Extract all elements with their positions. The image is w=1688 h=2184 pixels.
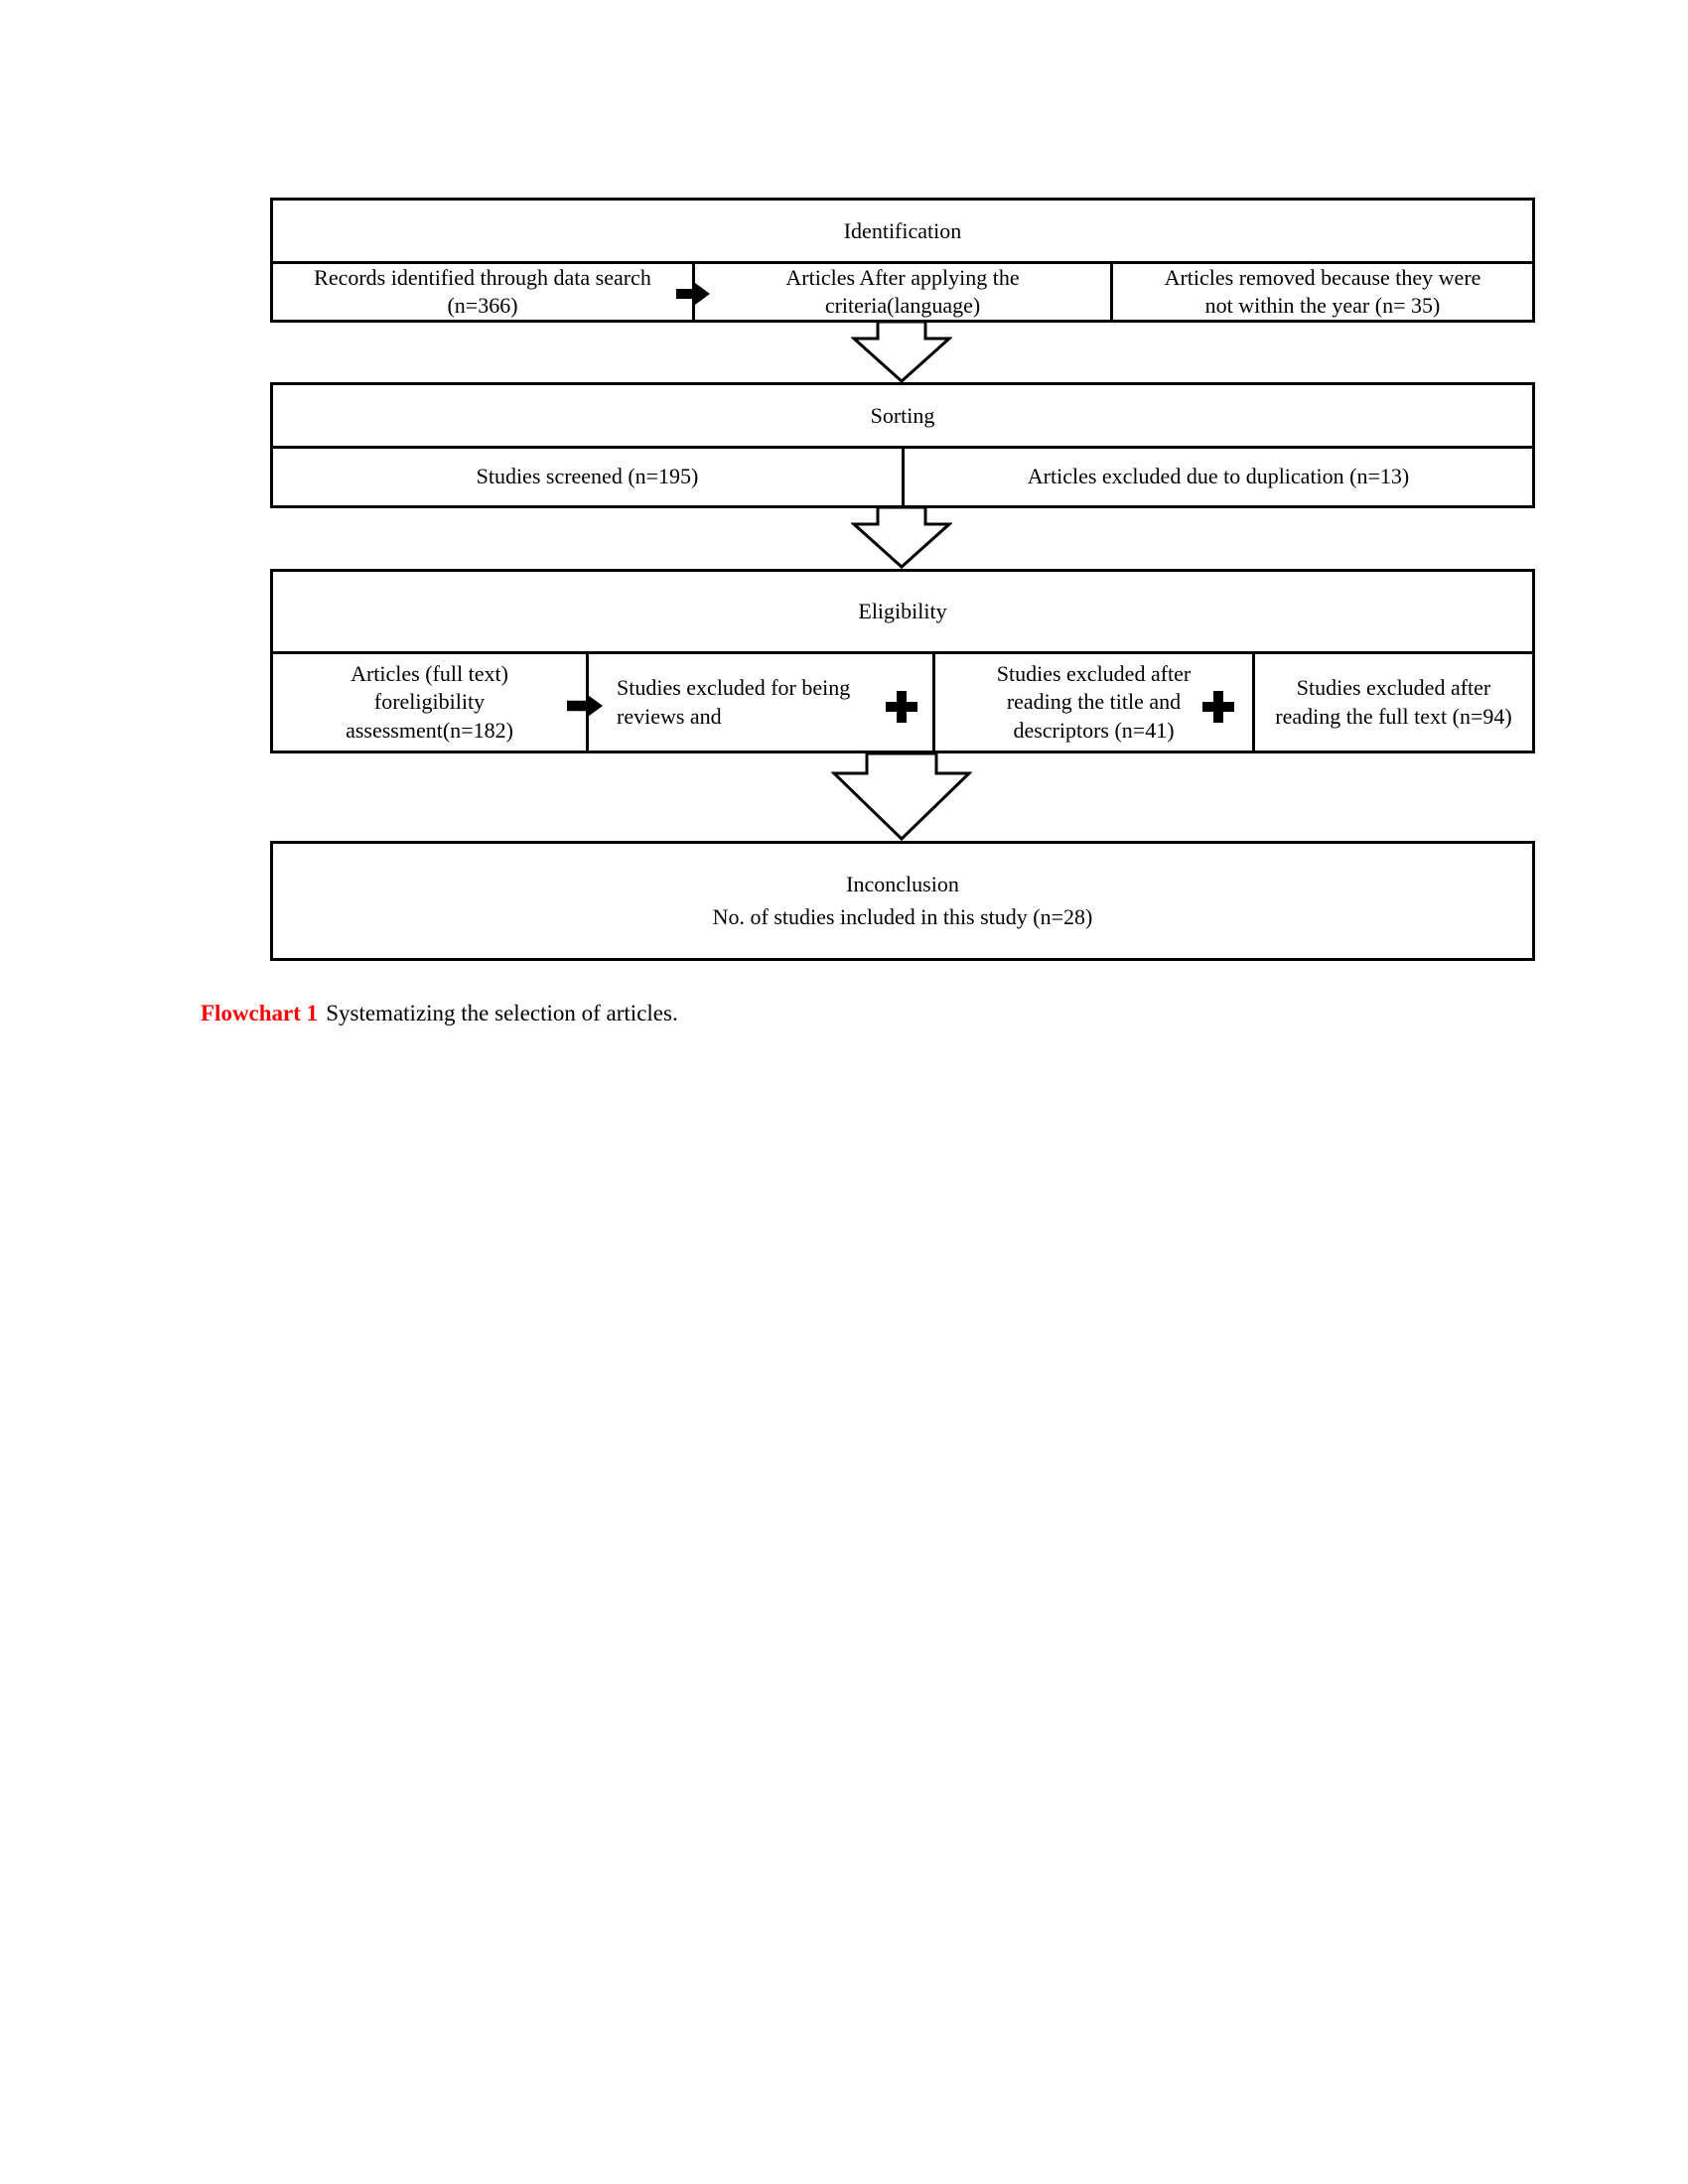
box-text-line: Records identified through data search bbox=[314, 264, 651, 290]
section-title: Identification bbox=[843, 217, 962, 243]
plus-icon bbox=[886, 691, 917, 723]
box-text-line: not within the year (n= 35) bbox=[1204, 293, 1441, 318]
section-title: Eligibility bbox=[858, 599, 947, 623]
caption-text: Systematizing the selection of articles. bbox=[326, 1001, 678, 1025]
box-text-line: Articles removed because they were bbox=[1164, 264, 1481, 290]
box-excluded-reviews bbox=[586, 654, 932, 751]
box-text-line: assessment(n=182) bbox=[346, 717, 513, 743]
box-text-line: (n=366) bbox=[447, 293, 518, 318]
right-arrow-icon bbox=[676, 282, 710, 306]
box-articles-removed-year bbox=[1110, 264, 1532, 320]
box-records-identified bbox=[273, 264, 692, 320]
section-title: Inconclusion bbox=[846, 872, 959, 896]
box-text-line: No. of studies included in this study (n=28) bbox=[712, 904, 1093, 929]
box-fulltext-eligibility-assessment bbox=[273, 654, 586, 751]
box-text-line: Articles After applying the bbox=[785, 264, 1020, 290]
box-text-line: criteria(language) bbox=[824, 293, 981, 318]
box-excluded-duplication bbox=[902, 449, 1532, 505]
plus-icon bbox=[1202, 691, 1234, 723]
box-text-line: foreligibility bbox=[373, 689, 486, 715]
box-text-line: Studies excluded after bbox=[1296, 675, 1491, 701]
box-text-line: Articles (full text) bbox=[351, 661, 508, 687]
box-text-line: Studies excluded after bbox=[996, 661, 1192, 687]
box-excluded-fulltext bbox=[1252, 654, 1532, 751]
box-text-line: descriptors (n=41) bbox=[1013, 717, 1175, 743]
down-arrow-icon bbox=[831, 753, 972, 842]
section-title: Sorting bbox=[870, 402, 935, 428]
figure-caption bbox=[201, 1001, 678, 1026]
box-text-line: reading the full text (n=94) bbox=[1275, 703, 1512, 729]
right-arrow-icon bbox=[567, 693, 603, 719]
box-text-line: Articles excluded due to duplication (n=13) bbox=[1027, 464, 1410, 489]
box-text-line: Studies excluded for being bbox=[617, 675, 851, 701]
identification-row bbox=[270, 261, 1535, 323]
box-text-line: reading the title and bbox=[1006, 689, 1182, 715]
section-header-identification bbox=[270, 198, 1535, 264]
caption-label: Flowchart 1 bbox=[201, 1001, 319, 1025]
box-text-line: Studies screened (n=195) bbox=[476, 464, 699, 489]
section-header-eligibility bbox=[270, 569, 1535, 654]
sorting-row bbox=[270, 446, 1535, 508]
down-arrow-icon bbox=[851, 507, 952, 570]
box-studies-screened bbox=[273, 449, 902, 505]
box-inconclusion bbox=[270, 841, 1535, 961]
section-header-sorting bbox=[270, 382, 1535, 449]
box-articles-after-criteria bbox=[692, 264, 1110, 320]
down-arrow-icon bbox=[851, 322, 952, 384]
box-text-line: reviews and bbox=[617, 703, 722, 729]
